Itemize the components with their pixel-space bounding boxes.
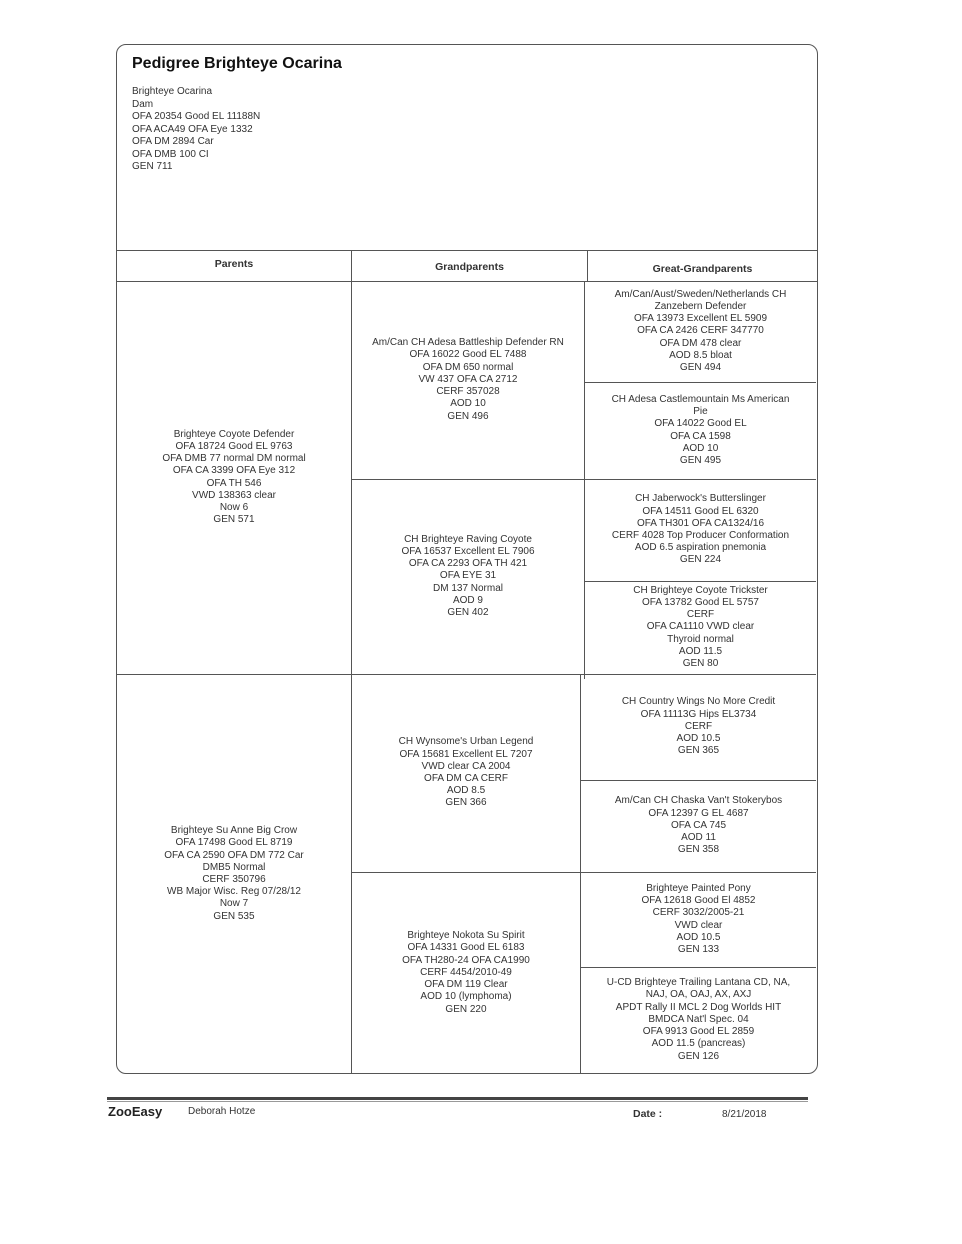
- subject-line: GEN 711: [132, 161, 173, 172]
- record-line: CERF 350796: [202, 874, 266, 885]
- record-line: OFA 13782 Good EL 5757: [642, 596, 759, 608]
- record-line: AOD 10 (lymphoma): [420, 991, 512, 1003]
- header-parents: Parents: [214, 258, 254, 270]
- grandparent-1: [352, 281, 584, 479]
- great-grandparent-8: [581, 967, 816, 1073]
- parent-sire: [117, 281, 351, 674]
- record-line: AOD 9: [452, 594, 483, 606]
- record-line: AOD 6.5 aspiration pnemonia: [634, 542, 767, 554]
- grandparent-3: [352, 674, 580, 872]
- record-line: GEN 80: [682, 658, 719, 669]
- record-line: OFA 16022 Good EL 7488: [409, 349, 527, 361]
- record-line: GEN 496: [447, 410, 489, 422]
- record-line: CH Brighteye Coyote Trickster: [633, 584, 768, 596]
- footer-owner: Deborah Hotze: [188, 1106, 256, 1117]
- record-line: DM 137 Normal: [432, 582, 504, 594]
- record-line: CERF 4028 Top Producer Conformation: [611, 530, 790, 541]
- record-line: OFA DM 478 clear: [659, 337, 742, 349]
- record-line: Am/Can/Aust/Sweden/Netherlands CH: [614, 288, 787, 300]
- record-line: GEN 494: [679, 362, 722, 373]
- record-line: Am/Can CH Adesa Battleship Defender RN: [372, 337, 564, 349]
- record-line: OFA CA 2426 CERF 347770: [637, 325, 764, 337]
- record-line: AOD 11: [681, 832, 716, 844]
- subject-line: OFA DMB 100 CI: [132, 148, 209, 160]
- record-line: AOD 11.5: [678, 645, 723, 657]
- record-line: OFA CA 2293 OFA TH 421: [408, 558, 528, 570]
- great-grandparent-7: [581, 872, 816, 967]
- record-line: OFA DM CA CERF: [424, 773, 508, 784]
- record-line: CH Adesa Castlemountain Ms American: [611, 393, 790, 405]
- record-line: Brighteye Nokota Su Spirit: [407, 930, 525, 942]
- footer-rule-thin: [107, 1101, 808, 1102]
- footer-rule: [107, 1097, 808, 1100]
- record-line: CH Country Wings No More Credit: [621, 696, 776, 708]
- record-line: OFA DMB 77 normal DM normal: [162, 453, 306, 465]
- grandparent-4: [352, 872, 580, 1074]
- subject-line: OFA DM 2894 Car: [132, 136, 214, 147]
- record-line: GEN 495: [679, 454, 722, 466]
- record-line: OFA 11113G Hips EL3734: [640, 708, 757, 720]
- record-line: OFA 14511 Good EL 6320: [642, 505, 759, 517]
- record-line: OFA DM 650 normal: [422, 361, 514, 373]
- record-line: AOD 8.5: [446, 785, 486, 797]
- record-line: GEN 358: [677, 844, 720, 856]
- page-title: Pedigree Brighteye Ocarina: [132, 55, 342, 72]
- record-line: GEN 224: [679, 554, 722, 566]
- record-line: APDT Rally II MCL 2 Dog Worlds HIT: [615, 1001, 782, 1013]
- record-line: OFA 13973 Excellent EL 5909: [633, 313, 768, 325]
- record-line: AOD 10.5: [676, 931, 721, 943]
- record-line: NAJ, OA, OAJ, AX, AXJ: [645, 989, 752, 1001]
- record-line: CERF 3032/2005-21: [652, 907, 745, 919]
- record-line: Zanzebern Defender: [654, 300, 747, 312]
- record-line: OFA CA 2590 OFA DM 772 Car: [164, 849, 304, 861]
- great-grandparent-5: [581, 674, 816, 780]
- record-line: VW 437 OFA CA 2712: [418, 373, 518, 385]
- grandparent-2: [352, 479, 584, 674]
- record-line: OFA 9913 Good EL 2859: [642, 1026, 755, 1038]
- record-line: OFA 18724 Good EL 9763: [175, 440, 293, 452]
- record-line: VWD 138363 clear: [192, 489, 276, 501]
- record-line: BMDCA Nat'l Spec. 04: [648, 1013, 749, 1025]
- record-line: GEN 366: [445, 797, 487, 809]
- record-line: U-CD Brighteye Trailing Lantana CD, NA,: [606, 977, 791, 989]
- record-line: OFA 14022 Good EL: [654, 418, 747, 430]
- record-line: OFA 17498 Good EL 8719: [175, 837, 293, 849]
- record-line: GEN 365: [677, 745, 720, 757]
- record-line: GEN 133: [677, 943, 720, 955]
- record-line: CH Wynsome's Urban Legend: [398, 736, 534, 748]
- record-line: AOD 11.5 (pancreas): [651, 1038, 746, 1050]
- subject-line: Brighteye Ocarina: [132, 86, 213, 97]
- record-line: GEN 220: [445, 1003, 487, 1015]
- great-grandparent-3: [585, 479, 816, 581]
- record-line: Brighteye Coyote Defender: [173, 428, 295, 440]
- record-line: OFA TH280-24 OFA CA1990: [402, 954, 530, 966]
- great-grandparent-4: [585, 581, 816, 674]
- subject-line: Dam: [132, 98, 154, 110]
- record-line: AOD 10: [450, 398, 486, 410]
- record-line: OFA 16537 Excellent EL 7906: [401, 545, 535, 557]
- record-line: VWD clear: [674, 919, 723, 931]
- header-top-rule: [117, 250, 817, 251]
- record-line: OFA 14331 Good EL 6183: [407, 942, 525, 954]
- footer-brand: ZooEasy: [108, 1104, 163, 1119]
- record-line: OFA CA1110 VWD clear: [646, 621, 755, 633]
- record-line: Brighteye Painted Pony: [646, 882, 751, 894]
- footer-date-label: Date :: [633, 1108, 663, 1120]
- record-line: OFA CA 3399 OFA Eye 312: [172, 465, 296, 477]
- record-line: Now 7: [219, 898, 249, 910]
- great-grandparent-6: [581, 780, 816, 872]
- record-line: OFA DM 119 Clear: [424, 979, 508, 991]
- great-grandparent-1: [585, 281, 816, 382]
- header-grandparents: Grandparents: [435, 261, 504, 273]
- subject-line: OFA 20354 Good EL 11188N: [132, 111, 261, 122]
- record-line: CERF: [686, 609, 715, 621]
- record-line: Pie: [693, 406, 708, 418]
- record-line: OFA TH 546: [206, 477, 262, 489]
- great-grandparent-2: [585, 382, 816, 479]
- header-great-grandparents: Great-Grandparents: [652, 263, 753, 275]
- subject-line: OFA ACA49 OFA Eye 1332: [132, 123, 253, 135]
- record-line: Now 6: [219, 501, 249, 513]
- record-line: CERF 357028: [436, 386, 500, 398]
- record-line: Am/Can CH Chaska Van't Stokerybos: [614, 795, 783, 807]
- record-line: GEN 126: [677, 1050, 720, 1062]
- record-line: OFA 12397 G EL 4687: [648, 807, 749, 819]
- record-line: OFA CA 745: [670, 819, 727, 831]
- record-line: DMB5 Normal: [202, 861, 266, 873]
- record-line: VWD clear CA 2004: [421, 760, 511, 772]
- record-line: GEN 535: [213, 910, 255, 922]
- record-line: CH Brighteye Raving Coyote: [404, 533, 532, 545]
- record-line: OFA CA 1598: [670, 430, 731, 442]
- record-line: AOD 10: [682, 442, 719, 454]
- record-line: CERF 4454/2010-49: [420, 966, 512, 978]
- record-line: AOD 8.5 bloat: [669, 349, 732, 361]
- record-line: AOD 10.5: [676, 733, 721, 745]
- record-line: CERF: [684, 720, 713, 732]
- record-line: Brighteye Su Anne Big Crow: [170, 825, 298, 837]
- record-line: CH Jaberwock's Butterslinger: [635, 493, 766, 505]
- record-line: GEN 571: [213, 514, 255, 526]
- record-line: WB Major Wisc. Reg 07/28/12: [167, 886, 301, 898]
- record-line: OFA 15681 Excellent EL 7207: [399, 748, 533, 760]
- record-line: OFA TH301 OFA CA1324/16: [636, 517, 765, 529]
- record-line: Thyroid normal: [667, 633, 734, 645]
- footer-date-value: 8/21/2018: [722, 1109, 767, 1120]
- subject-info: [132, 86, 260, 174]
- record-line: OFA 12618 Good El 4852: [641, 895, 756, 907]
- record-line: OFA EYE 31: [439, 570, 497, 582]
- parent-dam: [117, 674, 351, 1074]
- record-line: GEN 402: [447, 607, 489, 618]
